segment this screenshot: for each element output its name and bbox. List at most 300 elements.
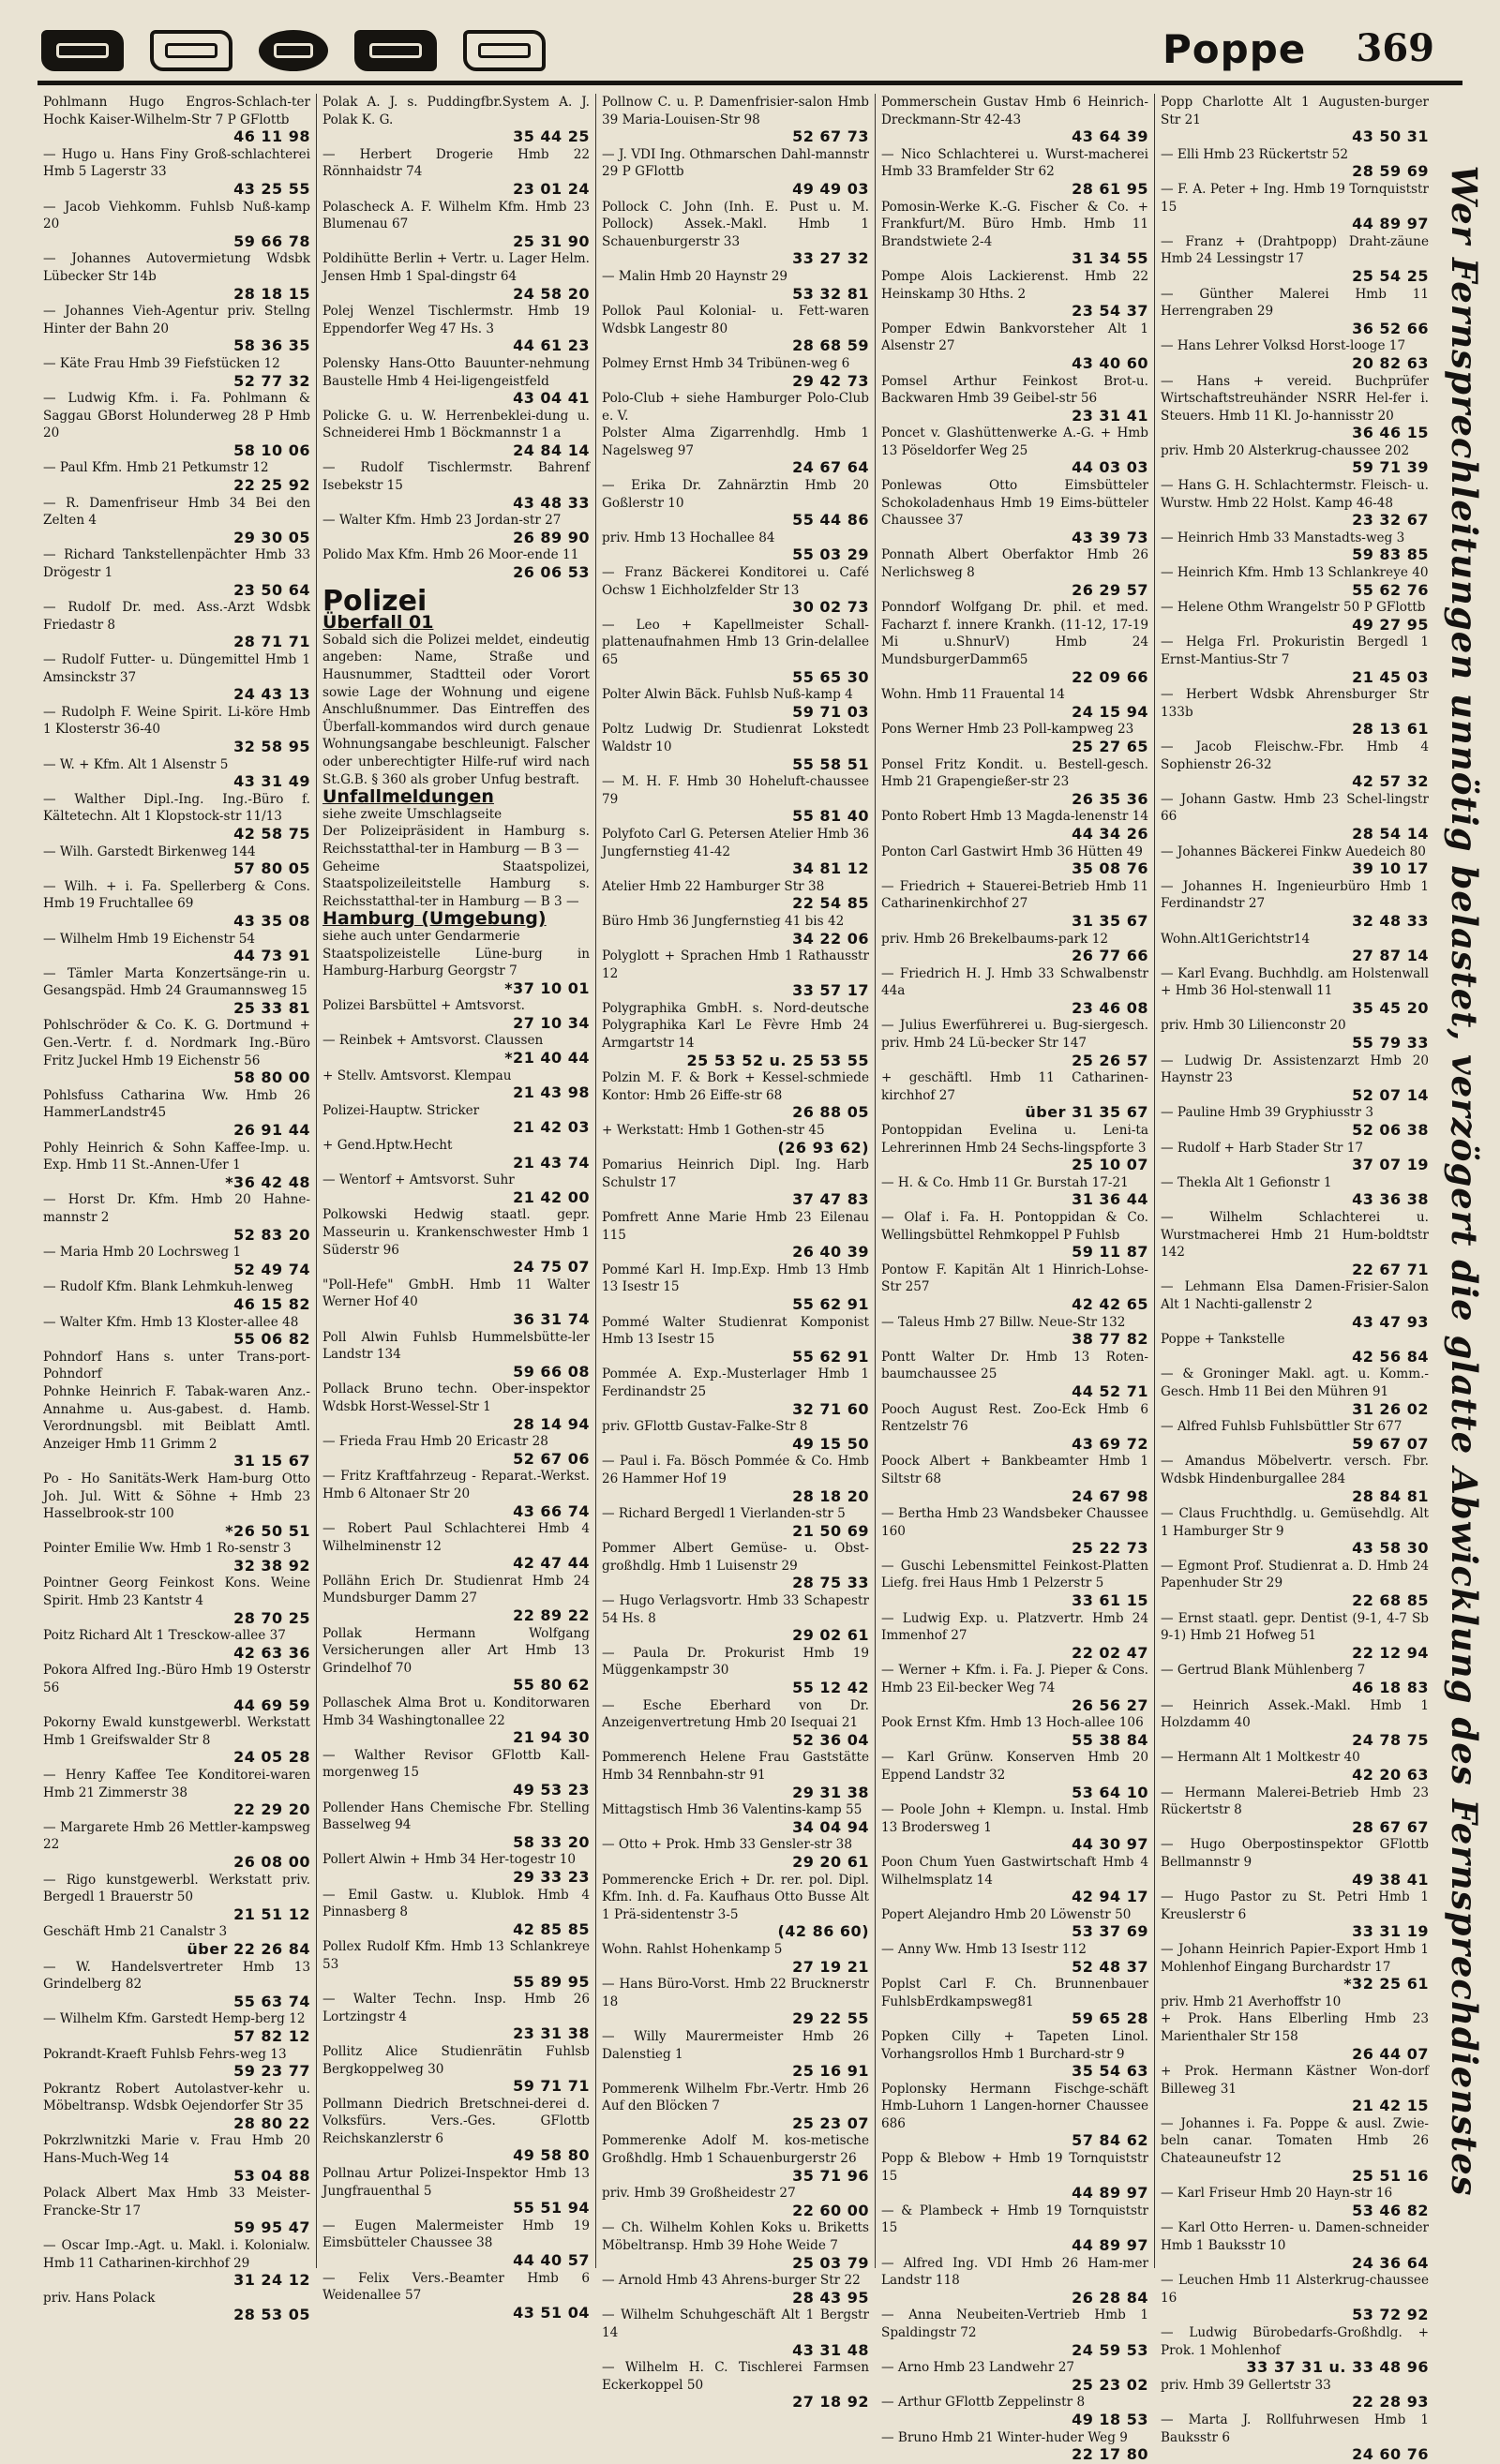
directory-entry bbox=[322, 2165, 590, 2218]
entry-text: priv. GFlottb Gustav-Falke-Str 8 bbox=[602, 1419, 808, 1435]
phone-number: 52 67 73 bbox=[792, 127, 869, 146]
directory-entry bbox=[43, 2046, 310, 2081]
entry-text: Polej Wenzel Tischlermstr. Hmb 19 Eppendorfer Weg 47 Hs. 3 bbox=[322, 304, 590, 336]
phone-number: 26 06 53 bbox=[513, 563, 590, 582]
phone-number: 53 37 69 bbox=[1072, 1922, 1148, 1941]
directory-entry bbox=[602, 2219, 869, 2272]
phone-number: 59 65 28 bbox=[1072, 2009, 1148, 2028]
entry-text: — H. & Co. Hmb 11 Gr. Burstah 17-21 bbox=[881, 1174, 1129, 1190]
phone-number: 24 67 64 bbox=[792, 458, 869, 477]
directory-entry bbox=[322, 859, 590, 911]
directory-entry bbox=[602, 564, 869, 617]
entry-text: — Wilh. Garstedt Birkenweg 144 bbox=[43, 844, 256, 859]
directory-entry bbox=[1161, 181, 1429, 233]
phone-number: 25 31 90 bbox=[513, 231, 590, 250]
directory-entry bbox=[322, 1329, 590, 1381]
directory-entry bbox=[602, 199, 869, 268]
directory-entry bbox=[602, 1366, 869, 1418]
directory-entry bbox=[322, 1851, 590, 1886]
entry-text: priv. Hans Polack bbox=[43, 2290, 156, 2306]
entry-text: Pommé Walter Studienrat Komponist Hmb 13 Isestr 15 bbox=[602, 1314, 869, 1348]
phone-number: 25 54 25 bbox=[1352, 266, 1429, 285]
directory-entry bbox=[322, 512, 590, 546]
entry-text: — Wilhelm Schlachterei u. Wurstmacherei Hmb 21 Hum-boldtstr 142 bbox=[1161, 1210, 1429, 1261]
phone-number: 26 91 44 bbox=[233, 1121, 310, 1140]
directory-entry bbox=[43, 1662, 310, 1714]
phone-number: 36 46 15 bbox=[1352, 424, 1429, 442]
entry-text: Pollähn Erich Dr. Studienrat Hmb 24 Mundsburger Damm 27 bbox=[322, 1573, 590, 1606]
phone-number: 28 67 67 bbox=[1352, 1817, 1429, 1836]
phone-number: 44 40 57 bbox=[513, 2251, 590, 2270]
car-logo-1 bbox=[41, 30, 124, 71]
entry-text: — Hugo Pastor zu St. Petri Hmb 1 Kreuslerstr 6 bbox=[1161, 1889, 1429, 1922]
entry-text: — Lehmann Elsa Damen-Frisier-Salon Alt 1 Nachti-gallenstr 2 bbox=[1161, 1279, 1429, 1312]
directory-entry bbox=[322, 823, 590, 858]
directory-entry bbox=[43, 791, 310, 844]
entry-text: Pomosin-Werke K.-G. Fischer & Co. + Frankfurt/M. Büro Hmb. Hmb 11 Brandstwiete 2-4 bbox=[881, 199, 1148, 249]
entry-text: — Rudolf Kfm. Blank Lehmkuh-lenweg bbox=[43, 1279, 293, 1295]
directory-entry bbox=[881, 965, 1148, 1018]
entry-text: Pommerenke Adolf M. kos-metische Großhdlg. Hmb 1 Schauenburgerstr 26 bbox=[602, 2133, 869, 2167]
phone-number: 26 77 66 bbox=[1072, 947, 1148, 965]
phone-number: 25 22 73 bbox=[1072, 1539, 1148, 1558]
entry-text: Pohlmann Hugo Engros-Schlach-ter Hochk Kaiser-Wilhelm-Str 7 P GFlottb bbox=[43, 95, 310, 127]
entry-text: — Friedrich + Stauerei-Betrieb Hmb 11 Catharinenkirchhof 27 bbox=[881, 878, 1148, 912]
phone-number: 42 20 63 bbox=[1352, 1766, 1429, 1784]
directory-entry bbox=[602, 1749, 869, 1801]
directory-entry bbox=[43, 459, 310, 494]
phone-number: 59 71 39 bbox=[1352, 458, 1429, 477]
page-header bbox=[38, 26, 1462, 82]
directory-entry bbox=[602, 1801, 869, 1836]
directory-entry bbox=[602, 686, 869, 721]
phone-number: 22 02 47 bbox=[1072, 1643, 1148, 1662]
entry-text: Atelier Hmb 22 Hamburger Str 38 bbox=[602, 878, 825, 894]
directory-entry bbox=[43, 2290, 310, 2324]
phone-number: 43 39 73 bbox=[1072, 528, 1148, 546]
phone-number: 58 36 35 bbox=[233, 336, 310, 355]
directory-entry bbox=[1161, 791, 1429, 844]
entry-text: — Rudolf Tischlermstr. Bahrenf Isebekstr 15 bbox=[322, 460, 590, 494]
directory-entry bbox=[602, 2028, 869, 2081]
directory-entry bbox=[881, 146, 1148, 199]
phone-number: 32 58 95 bbox=[233, 737, 310, 755]
directory-entry bbox=[881, 1749, 1148, 1801]
entry-text: Ponndorf Wolfgang Dr. phil. et med. Facharzt f. innere Krankh. (11-12, 17-19 Mi u.ShnurV) Hmb 24 MundsburgerDamm65 bbox=[881, 600, 1148, 667]
phone-number: 59 83 85 bbox=[1352, 545, 1429, 564]
entry-text: Pollock C. John (Inh. E. Pust u. M. Pollock) Assek.-Makl. Hmb 1 Schauenburgerstr 33 bbox=[602, 199, 869, 249]
entry-text: — Alfred Fuhlsb Fuhlsbüttler Str 677 bbox=[1161, 1419, 1402, 1435]
entry-text: — Horst Dr. Kfm. Hmb 20 Hahne-mannstr 2 bbox=[43, 1192, 310, 1225]
phone-number: 52 77 32 bbox=[233, 371, 310, 390]
directory-entry bbox=[43, 1959, 310, 2011]
directory-entry bbox=[43, 1349, 310, 1383]
entry-text: — M. H. F. Hmb 30 Hoheluft-chaussee 79 bbox=[602, 774, 869, 807]
column-1 bbox=[38, 94, 317, 2324]
phone-number: 31 34 55 bbox=[1072, 249, 1148, 268]
phone-number: 22 12 94 bbox=[1352, 1643, 1429, 1662]
entry-text: — Ch. Wilhelm Kohlen Koks u. Briketts Möbeltransp. Hmb 39 Hohe Weide 7 bbox=[602, 2220, 869, 2254]
phone-number: 42 85 85 bbox=[513, 1919, 590, 1938]
entry-text: — Richard Bergedl 1 Vierlanden-str 5 bbox=[602, 1506, 846, 1522]
entry-text: — Malin Hmb 20 Haynstr 29 bbox=[602, 268, 788, 284]
entry-text: priv. Hmb 13 Hochallee 84 bbox=[602, 530, 775, 545]
phone-number: 44 61 23 bbox=[513, 336, 590, 355]
directory-entry bbox=[881, 1976, 1148, 2028]
entry-text: — Hugo Verlagsvortr. Hmb 33 Schapestr 54 Hs. 8 bbox=[602, 1593, 869, 1626]
directory-entry bbox=[43, 199, 310, 251]
directory-entry bbox=[43, 965, 310, 1018]
entry-text: Pommerschein Gustav Hmb 6 Heinrich-Dreckmann-Str 42-43 bbox=[881, 95, 1148, 127]
phone-number: 52 07 14 bbox=[1352, 1085, 1429, 1104]
phone-number: 49 53 23 bbox=[513, 1781, 590, 1799]
phone-number: *26 50 51 bbox=[225, 1521, 310, 1540]
entry-text: Pommerencke Erich + Dr. rer. pol. Dipl. Kfm. Inh. d. Fa. Kaufhaus Otto Busse Alt 1 Prä-sidentenstr 3-5 bbox=[602, 1872, 869, 1922]
phone-number: 24 60 76 bbox=[1352, 2445, 1429, 2464]
directory-entry bbox=[1161, 2219, 1429, 2272]
phone-number: 59 67 07 bbox=[1352, 1434, 1429, 1453]
phone-number: 52 67 06 bbox=[513, 1449, 590, 1468]
directory-entry bbox=[1161, 1994, 1429, 2011]
entry-text: — Erika Dr. Zahnärztin Hmb 20 Goßlerstr 10 bbox=[602, 478, 869, 511]
phone-number: 31 35 67 bbox=[1072, 911, 1148, 930]
directory-entry bbox=[322, 2043, 590, 2096]
entry-text: — Rudolf + Harb Stader Str 17 bbox=[1161, 1140, 1364, 1156]
directory-entry bbox=[602, 1836, 869, 1871]
entry-text: — Herbert Drogerie Hmb 22 Rönnhaidstr 74 bbox=[322, 146, 590, 180]
directory-entry bbox=[881, 321, 1148, 373]
phone-number: 42 63 36 bbox=[233, 1643, 310, 1662]
directory-entry bbox=[881, 2307, 1148, 2359]
directory-entry bbox=[322, 1277, 590, 1329]
entry-text: Pollok Paul Kolonial- u. Fett-waren Wdsbk Langestr 80 bbox=[602, 304, 869, 336]
entry-text: Ponnath Albert Oberfaktor Hmb 26 Nerlichsweg 8 bbox=[881, 547, 1148, 581]
phone-number: 28 59 69 bbox=[1352, 162, 1429, 181]
phone-number: 22 25 92 bbox=[233, 476, 310, 495]
entry-text: — Wilhelm Kfm. Garstedt Hemp-berg 12 bbox=[43, 2011, 306, 2027]
directory-entry bbox=[43, 250, 310, 303]
phone-number: 22 68 85 bbox=[1352, 1591, 1429, 1610]
directory-entry bbox=[1161, 965, 1429, 1018]
notice-text: Sobald sich die Polizei meldet, eindeutig angeben: Name, Straße und Hausnummer, Stadtteil oder Vorort sowie Lage der Wohnung und eigene Anschlußnummer. Das Eintreffen des Überfall-kommandos wird durch genaue Wohnungsangabe beschleunigt. Falscher oder unberechtigter Hilfe-ruf wird nach St.G.B. § 360 als grober Unfug bestraft. bbox=[322, 632, 590, 787]
entry-text: Polo-Club + siehe Hamburger Polo-Club e. V. bbox=[602, 391, 869, 424]
directory-entry bbox=[602, 1122, 869, 1157]
directory-entry bbox=[43, 1923, 310, 1958]
entry-text: — Margarete Hmb 26 Mettler-kampsweg 22 bbox=[43, 1819, 310, 1853]
phone-number: *32 25 61 bbox=[1343, 1975, 1429, 1994]
phone-number: 49 58 80 bbox=[513, 2146, 590, 2165]
entry-text: — Werner + Kfm. i. Fa. J. Pieper & Cons. Hmb 23 Eil-becker Weg 74 bbox=[881, 1663, 1148, 1696]
phone-number: 26 28 84 bbox=[1072, 2288, 1148, 2307]
phone-number: 55 89 95 bbox=[513, 1972, 590, 1991]
phone-number: 43 69 72 bbox=[1072, 1434, 1148, 1453]
directory-entry bbox=[881, 2394, 1148, 2428]
directory-entry bbox=[602, 477, 869, 530]
phone-number: 25 23 07 bbox=[792, 2113, 869, 2132]
phone-number: 34 22 06 bbox=[792, 929, 869, 948]
entry-text: Ponton Carl Gastwirt Hmb 36 Hütten 49 bbox=[881, 844, 1143, 859]
directory-entry bbox=[881, 1349, 1148, 1401]
phone-number: 28 13 61 bbox=[1352, 720, 1429, 739]
phone-number: (42 86 60) bbox=[777, 1922, 869, 1941]
entry-text: Pontoppidan Evelina u. Leni-ta Lehrerinnen Hmb 24 Sechs-lingspforte 3 bbox=[881, 1123, 1148, 1156]
entry-text: Pommerenk Wilhelm Fbr.-Vertr. Hmb 26 Auf den Blöcken 7 bbox=[602, 2081, 869, 2114]
phone-number: 27 19 21 bbox=[792, 1957, 869, 1976]
directory-entry bbox=[602, 1872, 869, 1941]
directory-entry bbox=[881, 1262, 1148, 1314]
directory-entry bbox=[322, 1625, 590, 1695]
entry-text: — & Groninger Makl. agt. u. Komm.-Gesch. Hmb 11 Bei den Mühren 91 bbox=[1161, 1366, 1429, 1399]
entry-text: Polster Alma Zigarrenhdlg. Hmb 1 Nagelsweg 97 bbox=[602, 426, 869, 458]
phone-number: 28 43 95 bbox=[792, 2288, 869, 2307]
phone-number: 44 52 71 bbox=[1072, 1381, 1148, 1400]
entry-text: — Franz Bäckerei Konditorei u. Café Ochsw 1 Eichholzfelder Str 13 bbox=[602, 565, 869, 598]
entry-text: Popp & Blebow + Hmb 19 Tornquiststr 15 bbox=[881, 2151, 1148, 2184]
phone-number: *36 42 48 bbox=[225, 1172, 310, 1191]
entry-text: Pommé Karl H. Imp.Exp. Hmb 13 Hmb 13 Isestr 15 bbox=[602, 1262, 869, 1295]
entry-text: Poplst Carl F. Ch. Brunnenbauer FuhlsbErdkampsweg81 bbox=[881, 1977, 1148, 2009]
phone-number: 31 24 12 bbox=[233, 2271, 310, 2290]
phone-number: 32 71 60 bbox=[792, 1399, 869, 1418]
phone-number: 59 95 47 bbox=[233, 2218, 310, 2237]
entry-text: Pollnau Artur Polizei-Inspektor Hmb 13 Jungfrauenthal 5 bbox=[322, 2166, 590, 2199]
phone-number: 43 48 33 bbox=[513, 493, 590, 512]
entry-text: Pollex Rudolf Kfm. Hmb 13 Schlankreye 53 bbox=[322, 1939, 590, 1972]
phone-number: 26 56 27 bbox=[1072, 1695, 1148, 1714]
directory-entry bbox=[602, 1314, 869, 1366]
entry-text: — Claus Fruchthdlg. u. Gemüsehdlg. Alt 1 Hamburger Str 9 bbox=[1161, 1506, 1429, 1539]
entry-text: Poplonsky Hermann Fischge-schäft Hmb-Luhorn 1 Langen-horner Chaussee 686 bbox=[881, 2081, 1148, 2131]
directory-entry bbox=[43, 1278, 310, 1313]
entry-text: Pohndorf Hans s. unter Trans-port-Pohndorf bbox=[43, 1349, 310, 1382]
phone-number: 44 34 26 bbox=[1072, 824, 1148, 843]
subsection-heading: Unfallmeldungen bbox=[322, 786, 494, 808]
phone-number: 29 22 55 bbox=[792, 2009, 869, 2028]
entry-text: Ponlewas Otto Eimsbütteler Schokoladenhaus Hmb 19 Eims-bütteler Chaussee 37 bbox=[881, 478, 1148, 529]
directory-entry bbox=[322, 1172, 590, 1206]
entry-text: — Robert Paul Schlachterei Hmb 4 Wilhelminenstr 12 bbox=[322, 1521, 590, 1554]
directory-entry bbox=[43, 1819, 310, 1872]
entry-text: Polter Alwin Bäck. Fuhlsb Nuß-kamp 4 bbox=[602, 687, 853, 703]
directory-entry bbox=[1161, 1749, 1429, 1784]
phone-number: 31 36 44 bbox=[1072, 1190, 1148, 1209]
entry-text: Pontt Walter Dr. Hmb 13 Roten-baumchaussee 25 bbox=[881, 1349, 1148, 1382]
column-4 bbox=[876, 94, 1155, 2464]
entry-text: Pokorny Ewald kunstgewerbl. Werkstatt Hmb 1 Greifswalder Str 8 bbox=[43, 1715, 310, 1748]
phone-number: 27 18 92 bbox=[792, 2393, 869, 2412]
entry-text: Polygraphika GmbH. s. Nord-deutsche Polygraphika Karl Le Fèvre Hmb 24 Armgartstr 14 bbox=[602, 1000, 869, 1052]
directory-entry bbox=[322, 1206, 590, 1276]
entry-text: Po - Ho Sanitäts-Werk Ham-burg Otto Joh. Jul. Witt & Söhne + Hmb 23 Hasselbrook-str 100 bbox=[43, 1471, 310, 1522]
directory-entry bbox=[1161, 1505, 1429, 1558]
directory-entry bbox=[322, 1468, 590, 1520]
directory-entry bbox=[322, 1573, 590, 1625]
phone-number: 33 61 15 bbox=[1072, 1591, 1148, 1610]
entry-text: — Olaf i. Fa. H. Pontoppidan & Co. Wellingsbüttel Rehmkoppel P Fuhlsb bbox=[881, 1210, 1148, 1243]
phone-number: 58 33 20 bbox=[513, 1832, 590, 1851]
phone-number: 43 04 41 bbox=[513, 389, 590, 408]
directory-entry bbox=[1161, 2412, 1429, 2464]
entry-text: — Helene Othm Wrangelstr 50 P GFlottb bbox=[1161, 600, 1426, 616]
entry-text: — Maria Hmb 20 Lochrsweg 1 bbox=[43, 1245, 242, 1261]
entry-text: Pooch August Rest. Zoo-Eck Hmb 6 Rentzelstr 76 bbox=[881, 1401, 1148, 1435]
entry-text: Wohn. Rahlst Hohenkamp 5 bbox=[602, 1941, 783, 1957]
car-logo-2 bbox=[150, 30, 232, 71]
entry-text: — Karl Friseur Hmb 20 Hayn-str 16 bbox=[1161, 2186, 1393, 2202]
entry-text: Poltz Ludwig Dr. Studienrat Lokstedt Waldstr 10 bbox=[602, 722, 869, 754]
directory-entry bbox=[322, 1991, 590, 2043]
entry-text: Polensky Hans-Otto Bauunter-nehmung Baustelle Hmb 4 Hei-ligengeistfeld bbox=[322, 355, 590, 389]
entry-text: Pompe Alois Lackierenst. Hmb 22 Heinskamp 30 Hths. 2 bbox=[881, 268, 1148, 302]
phone-number: über 31 35 67 bbox=[1025, 1103, 1148, 1122]
notice-text: siehe zweite Umschlagseite bbox=[322, 806, 502, 822]
directory-entry bbox=[43, 303, 310, 355]
directory-entry bbox=[322, 1695, 590, 1747]
directory-entry bbox=[881, 2150, 1148, 2203]
phone-number: 55 44 86 bbox=[792, 511, 869, 530]
phone-number: 21 45 03 bbox=[1352, 667, 1429, 686]
directory-entry bbox=[43, 844, 310, 878]
entry-text: Pommée A. Exp.-Musterlager Hmb 1 Ferdinandstr 25 bbox=[602, 1366, 869, 1399]
entry-text: Poppe + Tankstelle bbox=[1161, 1332, 1285, 1348]
entry-text: — Paul Kfm. Hmb 21 Petkumstr 12 bbox=[43, 460, 269, 476]
phone-number: 35 71 96 bbox=[792, 2166, 869, 2185]
phone-number: 49 18 53 bbox=[1072, 2410, 1148, 2428]
entry-text: Pons Werner Hmb 23 Poll-kampweg 23 bbox=[881, 722, 1134, 738]
entry-text: Poock Albert + Bankbeamter Hmb 1 Siltstr 68 bbox=[881, 1454, 1148, 1486]
entry-text: Pokrandt-Kraeft Fuhlsb Fehrs-weg 13 bbox=[43, 2046, 287, 2062]
phone-number: *21 40 44 bbox=[504, 1049, 590, 1068]
directory-entry bbox=[602, 1976, 869, 2028]
phone-number: 43 66 74 bbox=[513, 1501, 590, 1520]
phone-number: 26 29 57 bbox=[1072, 580, 1148, 599]
entry-text: priv. Hmb 20 Alsterkrug-chaussee 202 bbox=[1161, 442, 1410, 458]
directory-entry bbox=[881, 1505, 1148, 1558]
phone-number: 28 18 20 bbox=[792, 1486, 869, 1505]
directory-entry bbox=[322, 1887, 590, 1939]
entry-text: — Leo + Kapellmeister Schall-plattenaufnahmen Hmb 13 Grin-delallee 65 bbox=[602, 617, 869, 667]
directory-entry bbox=[881, 373, 1148, 426]
directory-entry bbox=[322, 1068, 590, 1102]
entry-text: Polak A. J. s. Puddingfbr.System A. J. Polak K. G. bbox=[322, 95, 590, 127]
entry-text: Pontow F. Kapitän Alt 1 Hinrich-Lohse-Str 257 bbox=[881, 1262, 1148, 1295]
directory-entry bbox=[881, 2081, 1148, 2150]
entry-text: — Fritz Kraftfahrzeug - Reparat.-Werkst. Hmb 6 Altonaer Str 20 bbox=[322, 1469, 590, 1501]
directory-entry bbox=[881, 2255, 1148, 2307]
entry-text: Policke G. u. W. Herrenbeklei-dung u. Schneiderei Hmb 1 Böckmannstr 1 a bbox=[322, 408, 590, 441]
directory-entry bbox=[602, 913, 869, 948]
phone-number: 32 38 92 bbox=[233, 1556, 310, 1575]
phone-number: 25 26 57 bbox=[1072, 1051, 1148, 1069]
phone-number: 31 15 67 bbox=[233, 1452, 310, 1471]
directory-entry bbox=[881, 2203, 1148, 2255]
directory-entry bbox=[602, 355, 869, 390]
directory-entry bbox=[322, 1433, 590, 1468]
directory-entry bbox=[602, 773, 869, 826]
directory-entry bbox=[1161, 1017, 1429, 1052]
phone-number: 44 69 59 bbox=[233, 1695, 310, 1714]
directory-entry bbox=[881, 721, 1148, 755]
directory-entry bbox=[602, 948, 869, 1000]
entry-text: "Poll-Hefe" GmbH. Hmb 11 Walter Werner Hof 40 bbox=[322, 1277, 590, 1310]
phone-number: 58 80 00 bbox=[233, 1068, 310, 1087]
entry-text: — Wilhelm H. C. Tischlerei Farmsen Eckerkoppel 50 bbox=[602, 2360, 869, 2393]
directory-entry bbox=[1161, 2272, 1429, 2324]
phone-number: 28 80 22 bbox=[233, 2113, 310, 2132]
phone-number: 55 62 91 bbox=[792, 1294, 869, 1313]
entry-text: + Werkstatt: Hmb 1 Gothen-str 45 bbox=[602, 1123, 825, 1139]
phone-number: 35 08 76 bbox=[1072, 859, 1148, 878]
phone-number: über 22 26 84 bbox=[187, 1939, 310, 1958]
entry-text: — Johannes H. Ingenieurbüro Hmb 1 Ferdinandstr 27 bbox=[1161, 878, 1429, 912]
phone-number: 57 84 62 bbox=[1072, 2131, 1148, 2150]
phone-number: 26 35 36 bbox=[1072, 789, 1148, 808]
directory-entry bbox=[43, 931, 310, 965]
phone-number: 22 67 71 bbox=[1352, 1260, 1429, 1278]
directory-entry bbox=[602, 2185, 869, 2219]
entry-text: — Ludwig Bürobedarfs-Großhdlg. + Prok. 1 Mohlenhof bbox=[1161, 2325, 1429, 2358]
phone-number: 21 42 15 bbox=[1352, 2097, 1429, 2115]
directory-entry bbox=[43, 390, 310, 459]
phone-number: 53 32 81 bbox=[792, 284, 869, 303]
phone-number: 53 72 92 bbox=[1352, 2306, 1429, 2324]
directory-entry bbox=[602, 826, 869, 878]
entry-text: — Esche Eberhard von Dr. Anzeigenvertretung Hmb 20 Isequai 21 bbox=[602, 1697, 869, 1731]
directory-columns bbox=[38, 94, 1434, 2464]
phone-number: 25 10 07 bbox=[1072, 1156, 1148, 1174]
directory-entry bbox=[43, 94, 310, 146]
phone-number: 43 47 93 bbox=[1352, 1312, 1429, 1331]
entry-text: — Walter Kfm. Hmb 23 Jordan-str 27 bbox=[322, 513, 562, 529]
entry-text: — Günther Malerei Hmb 11 Herrengraben 29 bbox=[1161, 286, 1429, 320]
phone-number: 24 84 14 bbox=[513, 441, 590, 459]
entry-text: Büro Hmb 36 Jungfernstieg 41 bis 42 bbox=[602, 913, 845, 929]
phone-number: 28 18 15 bbox=[233, 284, 310, 303]
entry-text: Mittagstisch Hmb 36 Valentins-kamp 55 bbox=[602, 1802, 862, 1818]
directory-entry bbox=[322, 199, 590, 251]
phone-number: 26 08 00 bbox=[233, 1852, 310, 1871]
phone-number: (26 93 62) bbox=[777, 1138, 869, 1157]
entry-text: + Stellv. Amtsvorst. Klempau bbox=[322, 1068, 512, 1083]
phone-number: 21 42 00 bbox=[513, 1187, 590, 1206]
directory-entry bbox=[881, 1854, 1148, 1906]
entry-text: — Henry Kaffee Tee Konditorei-waren Hmb 21 Zimmerstr 38 bbox=[43, 1768, 310, 1800]
entry-text: — Walther Revisor GFlottb Kall-morgenweg 15 bbox=[322, 1747, 590, 1781]
entry-text: Polizei Barsbüttel + Amtsvorst. bbox=[322, 998, 525, 1014]
directory-entry bbox=[602, 1262, 869, 1314]
entry-text: Geheime Staatspolizei, Staatspolizeileitstelle Hamburg s. Reichsstatthal-ter in Hamburg — B 3 — bbox=[322, 859, 590, 909]
entry-text: — Eugen Malermeister Hmb 19 Eimsbütteler Chaussee 38 bbox=[322, 2218, 590, 2251]
entry-text: — Hans Büro-Vorst. Hmb 22 Brucknerstr 18 bbox=[602, 1977, 869, 2009]
entry-text: — Otto + Prok. Hmb 33 Gensler-str 38 bbox=[602, 1837, 852, 1853]
entry-text: Pohlschröder & Co. K. G. Dortmund + Gen.-Vertr. f. d. Nordmark Ing.-Büro Fritz Juckel Hmb 19 Eichenstr 56 bbox=[43, 1018, 310, 1068]
column-5 bbox=[1155, 94, 1434, 2464]
phone-number: 59 11 87 bbox=[1072, 1243, 1148, 1262]
section-heading: Polizei bbox=[322, 584, 428, 618]
directory-entry bbox=[602, 1000, 869, 1053]
phone-number: 42 58 75 bbox=[233, 824, 310, 843]
entry-text: Der Polizeipräsident in Hamburg s. Reichsstatthal-ter in Hamburg — B 3 — bbox=[322, 824, 590, 857]
directory-entry bbox=[1161, 1418, 1429, 1453]
subsection-heading: Hamburg (Umgebung) bbox=[322, 908, 547, 930]
directory-entry bbox=[602, 617, 869, 686]
directory-entry bbox=[322, 946, 590, 998]
directory-entry bbox=[1161, 286, 1429, 338]
directory-entry bbox=[1161, 1785, 1429, 1837]
phone-number: 42 56 84 bbox=[1352, 1347, 1429, 1366]
directory-entry bbox=[1161, 2324, 1429, 2377]
entry-text: Pollmann Diedrich Bretschnei-derei d. Volksfürs. Vers.-Ges. GFlottb Reichskanzlerstr 6 bbox=[322, 2096, 590, 2146]
